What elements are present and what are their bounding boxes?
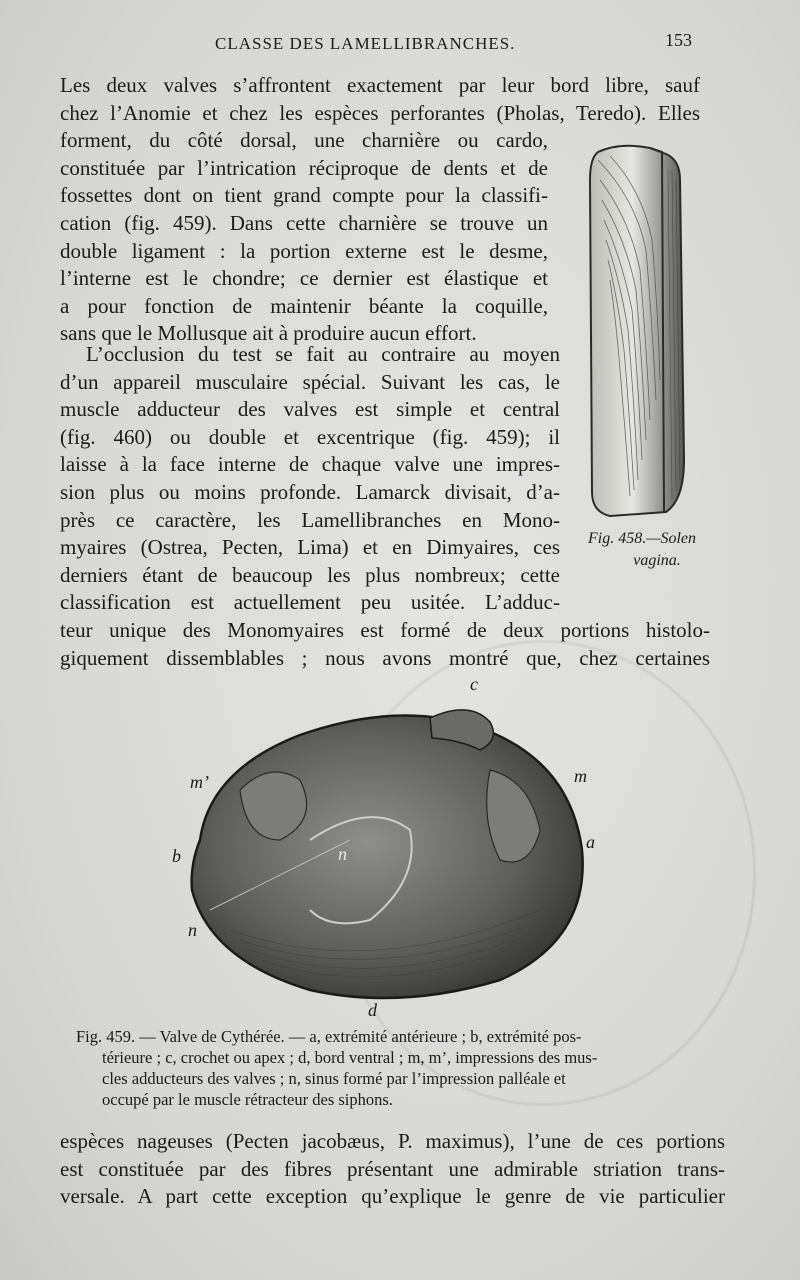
text-line: giquement dissemblables ; nous avons montré que, chez certaines (60, 645, 710, 670)
label-m-prime: m’ (190, 772, 209, 792)
label-c: c (470, 674, 478, 694)
text-line: classification est actuellement peu usitée. L’adduc- (60, 590, 560, 615)
text-line: forment, du côté dorsal, une charnière ou cardo, (60, 128, 548, 153)
text-line: l’interne est le chondre; ce dernier est élastique et (60, 266, 548, 291)
label-n: n (338, 844, 347, 864)
figure-458-caption-line: Fig. 458.—Solen (588, 530, 696, 547)
page-number: 153 (665, 30, 692, 50)
text-line: a pour fonction de maintenir béante la coquille, (60, 293, 548, 318)
label-d: d (368, 1000, 377, 1020)
text-line: double ligament : la portion externe est le desme, (60, 238, 548, 263)
text-line: myaires (Ostrea, Pecten, Lima) et en Dimyaires, ces (60, 535, 560, 560)
text-line: teur unique des Monomyaires est formé de deux portions histolo- (60, 617, 710, 642)
cytherea-valve-figure (170, 674, 610, 1020)
figure-459-caption-line: térieure ; c, crochet ou apex ; d, bord ventral ; m, m’, impressions des mus- (102, 1048, 598, 1067)
text-line: près ce caractère, les Lamellibranches en Mono- (60, 507, 560, 532)
text-line: cation (fig. 459). Dans cette charnière se trouve un (60, 210, 548, 235)
paragraph-swimming-species (60, 1128, 725, 1211)
cytherea-valve-illustration (170, 680, 610, 1020)
text-line: muscle adducteur des valves est simple et central (60, 397, 560, 422)
page-header (60, 30, 700, 60)
label-a: a (586, 832, 595, 852)
figure-459-caption-line: occupé par le muscle rétracteur des siphons. (102, 1090, 393, 1109)
label-n-left: n (188, 920, 197, 940)
running-title: CLASSE DES LAMELLIBRANCHES. (215, 34, 516, 53)
text-line: d’un appareil musculaire spécial. Suivant les cas, le (60, 369, 560, 394)
figure-459-caption (76, 1026, 722, 1110)
text-line: laisse à la face interne de chaque valve une impres- (60, 452, 560, 477)
text-line: derniers étant de beaucoup les plus nombreux; cette (60, 562, 560, 587)
text-line: est constituée par des fibres présentant une admirable striation trans- (60, 1156, 725, 1181)
text-line: fossettes dont on tient grand compte pour la classifi- (60, 183, 548, 208)
figure-459-caption-line: Fig. 459. — Valve de Cythérée. — a, extrémité antérieure ; b, extrémité pos- (76, 1027, 582, 1046)
text-line: Les deux valves s’affrontent exactement par leur bord libre, sauf (60, 73, 700, 97)
text-line: sion plus ou moins profonde. Lamarck divisait, d’a- (60, 479, 560, 504)
label-b: b (172, 846, 181, 866)
label-m: m (574, 766, 587, 786)
text-line: L’occlusion du test se fait au contraire au moyen (86, 342, 560, 366)
text-line: chez l’Anomie et chez les espèces perforantes (Pholas, Teredo). Elles (60, 100, 700, 125)
figure-459-caption-line: cles adducteurs des valves ; n, sinus formé par l’impression palléale et (102, 1069, 566, 1088)
text-line: versale. A part cette exception qu’explique le genre de vie particulier (60, 1184, 725, 1209)
solen-shell-illustration (580, 140, 692, 520)
figure-458-caption-line: vagina. (633, 552, 681, 569)
figure-458-caption (572, 528, 712, 572)
text-line: sans que le Mollusque ait à produire aucun effort. (60, 321, 477, 346)
text-line: constituée par l’intrication réciproque de dents et de (60, 155, 548, 180)
text-line: (fig. 460) ou double et excentrique (fig. 459); il (60, 424, 560, 449)
text-line: espèces nageuses (Pecten jacobæus, P. maximus), l’une de ces portions (60, 1129, 725, 1153)
